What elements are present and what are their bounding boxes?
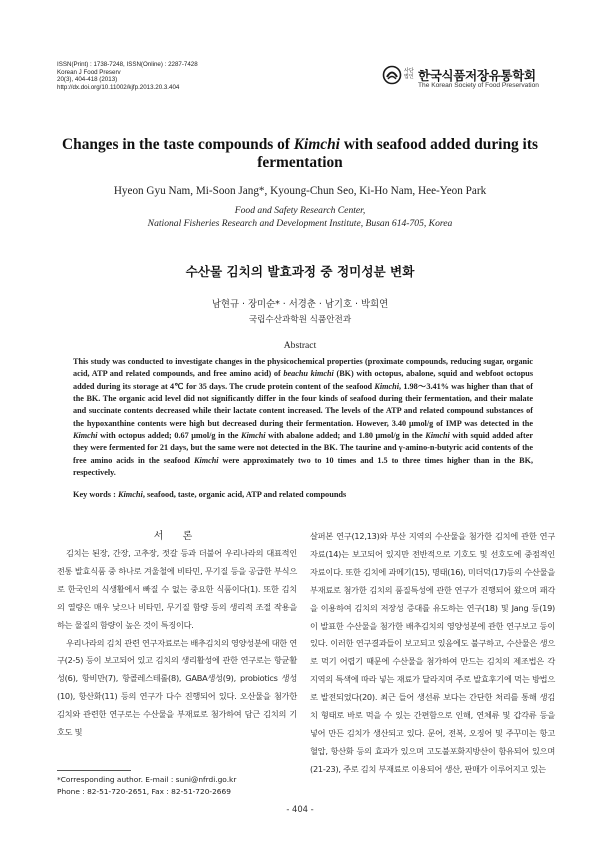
corresponding-author-footnote <box>57 774 236 797</box>
society-type-label: 사단법인 <box>404 68 414 80</box>
title-italic-part: Kimchi <box>293 136 340 153</box>
society-korean-name: 한국식품저장유통학회 <box>418 68 536 83</box>
affiliation-line: National Fisheries Research and Development Institute, Busan 614-705, Korea <box>147 218 453 229</box>
abstract-italic: beachu kimchi <box>283 369 334 379</box>
doi-line: http://dx.doi.org/10.11002/kjfp.2013.20.3.404 <box>57 83 180 91</box>
right-column <box>310 528 555 779</box>
footnote-divider <box>57 770 131 771</box>
society-english-name: The Korean Society of Food Preservation <box>418 82 539 89</box>
footnote-email: *Corresponding author. E-mail : suni@nfrdi.go.kr <box>57 775 237 784</box>
paper-title <box>40 136 560 172</box>
abstract-italic: Kimchi <box>194 455 219 465</box>
abstract-italic: Kimchi <box>73 431 98 441</box>
keywords-label: Key words : <box>73 490 118 499</box>
abstract-body <box>73 356 533 479</box>
title-part: with seafood added during its fermentation <box>257 136 538 171</box>
page-number: - 404 - <box>286 804 314 814</box>
paragraph: 김치는 된장, 간장, 고추장, 젓갈 등과 더불어 우리나라의 대표적인 전통 발효식품 중 하나로 겨울철에 비타민, 무기질 등을 공급한 부식으로 한국인의 식생활에서 빠질 수 없는 중요한 식품이다(1). 또한 김치의 열량은 매우 낮으나 비타민, 무기질 함량 등의 생리적 조절 작용을 하는 물질의 함량이 높은 것이 특징이다. <box>57 548 297 630</box>
keywords <box>73 490 346 499</box>
abstract-italic: Kimchi <box>374 381 399 391</box>
author-list: Hyeon Gyu Nam, Mi-Soon Jang*, Kyoung-Chun Seo, Ki-Ho Nam, Hee-Yeon Park <box>113 185 487 197</box>
korean-author-list: 남현규 · 장미순* · 서경춘 · 남기호 · 박희연 <box>211 299 389 310</box>
keywords-italic: Kimchi <box>117 490 143 499</box>
journal-name-line: Korean J Food Preserv <box>57 68 121 76</box>
introduction-heading: 서 론 <box>153 531 201 542</box>
abstract-text: , 1.98～3.41% was higher than that of the BK. The organic acid level did not significantly differ in the four kinds of seafood during their fermentation, and their malate and succinate contents decreased while their lactate content increased. The levels of the ATP and related compound substances of the hypoxanthine contents were high but decreased during their fermentation. However, 3.40 μmol/g of IMP was detected in the <box>73 381 534 428</box>
paragraph: 우리나라의 김치 관련 연구자료로는 배추김치의 영양성분에 대한 연구(2-5) 등이 보고되어 있고 김치의 생리활성에 관한 연구로는 항균활성(6), 항비만(7), 항콜레스테롤(8), GABA생성(9), probiotics 생성(10), 항산화(11) 등의 연구가 다수 진행되어 있다. 오산물을 첨가한 김치와 관련한 연구로는 수산물을 부재료로 첨가하여 담근 김치의 기호도 및 <box>57 637 297 738</box>
footnote-phone: Phone : 82-51-720-2651, Fax : 82-51-720-2669 <box>57 786 231 796</box>
korean-institution: 국립수산과학원 식품안전과 <box>248 315 352 325</box>
abstract-text: were approximately two to 10 times and 1.5 to three times higher than in the BK, respectively. <box>73 455 533 478</box>
left-column <box>57 545 297 742</box>
abstract-text: (BK) with octopus, abalone, squid and webfoot octopus added during its storage at 4℃ for 35 days. The crude protein content of the seafood <box>73 369 534 391</box>
abstract-heading: Abstract <box>283 340 317 351</box>
affiliation-line: Food and Safety Research Center, <box>234 205 366 216</box>
abstract-text: with octopus added; 0.67 μmol/g in the <box>97 431 241 441</box>
journal-info <box>57 61 198 91</box>
abstract-italic: Kimchi <box>425 431 450 441</box>
issn-line: ISSN(Print) : 1738-7248, ISSN(Online) : 2287-7428 <box>57 61 198 68</box>
volume-line: 20(3), 404-418 (2013) <box>57 76 118 84</box>
society-emblem-icon <box>382 65 402 85</box>
abstract-text: This study was conducted to investigate changes in the physicochemical properties (proximate compounds, reducing sugar, organic acid, ATP and related compounds, and free amino acid) of <box>73 357 533 379</box>
title-part: Changes in the taste compounds of <box>62 136 294 153</box>
keywords-list: , seafood, taste, organic acid, ATP and related compounds <box>142 490 347 499</box>
paragraph: 살퍼본 연구(12,13)와 부산 지역의 수산물을 첨가한 김치에 관한 연구자료(14)는 보고되어 있지만 전반적으로 기호도 및 선호도에 중점적인 자료이다. 또한 김치에 과메기(15), 명태(16), 미더덕(17)등의 수산물을 부재료로 첨가한 김치의 품질특성에 관한 연구가 진행되어 왔으며 패각을 이용하여 김치의 저장성 증대를 유도하는 연구(18) 및 Jang 등(19)이 발표한 수산물을 첨가한 배추김치의 영양성분에 관한 연구보고 등이 있다. 이러한 연구결과들이 보고되고 있음에도 불구하고, 수산물은 생으로 먹기 어렵기 때문에 수산물을 첨가하여 만드는 김치의 제조법은 각 지역의 특색에 따라 넣는 재료가 달라지며 주로 발효후기에 먹는 방법으로 발전되었다(20). 최근 들어 생선류 보다는 간단한 처리를 통해 생김치 형태로 바로 먹을 수 있는 간편함으로 인해, 연체류 및 갑각류 등을 넣어 만든 김치가 생산되고 있다. 문어, 전복, 오징어 및 주꾸미는 항고혈압, 항산화 등의 효과가 있으며 고도불포화지방산이 함유되어 있으며(21-23), 주로 김치 부재료로 이용되어 생산, 판매가 이루어지고 있는 <box>310 531 555 774</box>
korean-title: 수산물 김치의 발효과정 중 정미성분 변화 <box>185 264 415 279</box>
abstract-italic: Kimchi <box>241 431 266 441</box>
society-logo <box>382 63 552 93</box>
abstract-text: with abalone added; and 1.80 μmol/g in the <box>265 431 426 441</box>
abstract-text: with squid added after they were fermented for 21 days, but the same were not detected in the BK. The taurine and γ-amino-n-butyric acid contents of the free amino acids in the seafood <box>73 431 533 465</box>
